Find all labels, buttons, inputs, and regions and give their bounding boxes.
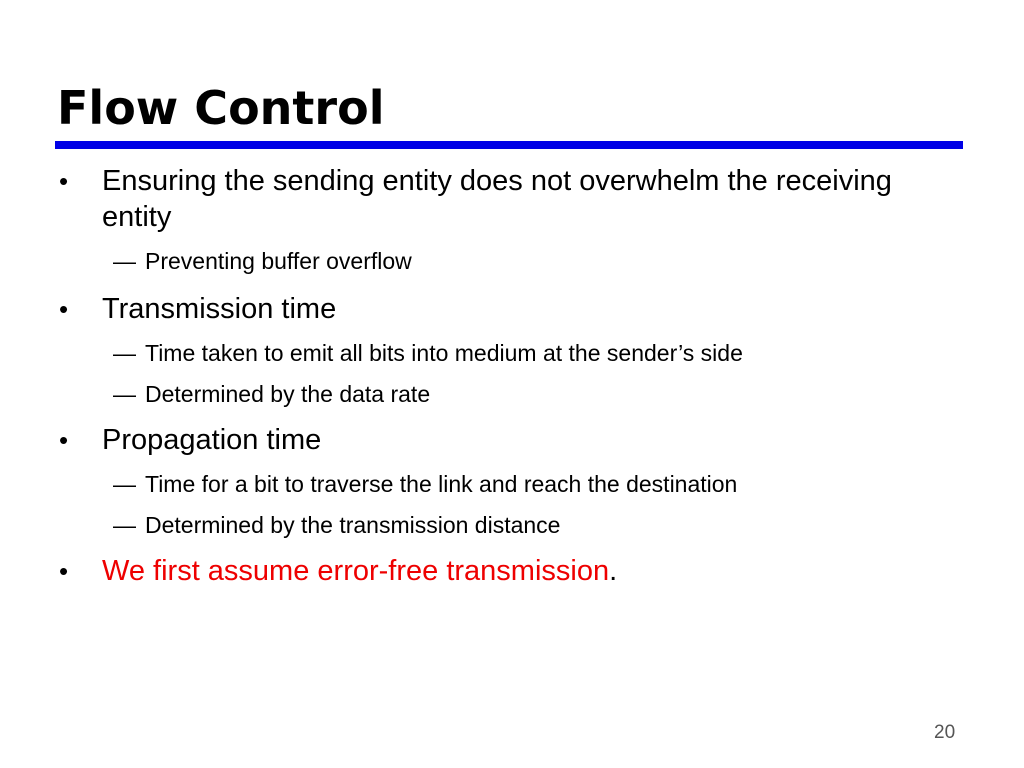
- highlight-text: We first assume error-free transmission: [102, 555, 610, 587]
- bullet-item: [56, 163, 956, 235]
- bullet-dot-icon: •: [59, 294, 69, 324]
- sub-bullet-item: [56, 380, 956, 408]
- sub-bullet-text: Determined by the data rate: [145, 381, 431, 407]
- dash-icon: —: [113, 512, 136, 538]
- bullet-item-highlight: [56, 553, 956, 589]
- bullet-dot-icon: •: [59, 556, 69, 586]
- page-number: 20: [934, 722, 956, 743]
- sub-bullet-item: [56, 511, 956, 539]
- sub-bullet-item: [56, 339, 956, 367]
- title-underline: [55, 141, 963, 149]
- slide-title: Flow Control: [57, 81, 385, 135]
- bullet-item: [56, 422, 956, 458]
- dash-icon: —: [113, 248, 136, 274]
- dash-icon: —: [113, 471, 136, 497]
- sub-bullet-text: Time for a bit to traverse the link and reach the destination: [145, 471, 738, 497]
- sub-bullet-item: [56, 247, 956, 275]
- bullet-text: Propagation time: [102, 424, 322, 456]
- bullet-text: Transmission time: [102, 293, 337, 325]
- sub-bullet-item: [56, 470, 956, 498]
- dash-icon: —: [113, 381, 136, 407]
- sub-bullet-text: Time taken to emit all bits into medium at the sender’s side: [145, 340, 743, 366]
- sub-bullet-text: Determined by the transmission distance: [145, 512, 561, 538]
- sub-bullet-text: Preventing buffer overflow: [145, 248, 412, 274]
- bullet-dot-icon: •: [59, 166, 69, 196]
- bullet-item: [56, 291, 956, 327]
- bullet-dot-icon: •: [59, 425, 69, 455]
- slide-body: [56, 163, 956, 589]
- dash-icon: —: [113, 340, 136, 366]
- period-text: .: [609, 555, 618, 587]
- bullet-text: Ensuring the sending entity does not overwhelm the receiving entity: [102, 165, 892, 233]
